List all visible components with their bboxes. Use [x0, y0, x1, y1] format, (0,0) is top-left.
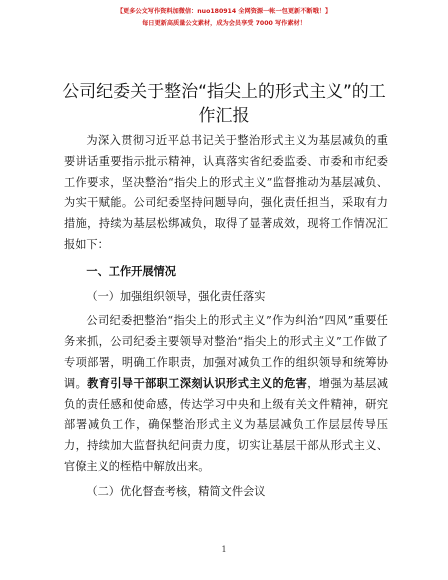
- promo-banner: [0, 6, 448, 30]
- title-line-2: 作汇报: [198, 106, 250, 126]
- promo-line-1: 【更多公文写作资料加微信：nuo180914 全网资源一帐一包更新不断哦！】: [116, 8, 332, 15]
- subsection-1-paragraph: [64, 311, 388, 477]
- section-heading-1: 一、工作开展情况: [86, 264, 176, 278]
- page-number: 1: [221, 545, 227, 554]
- document-title: [40, 80, 408, 128]
- intro-paragraph: 为深入贯彻习近平总书记关于整治形式主义为基层减负的重要讲话重要指示批示精神，认真落实省纪委监委、市委和市纪委工作要求，坚决整治“指尖上的形式主义”监督推动为基层减负、为实干赋能。公司纪委坚持问题导向，强化责任担当，采取有力措施，持续为基层松绑减负，取得了显著成效，现将工作情况汇报如下：: [64, 134, 388, 251]
- subsection-heading-2: （二）优化督查考核，精简文件会议: [86, 484, 266, 498]
- title-line-1: 公司纪委关于整治“指尖上的形式主义”的工: [62, 82, 386, 102]
- subsection-1-text-a: 公司纪委把整治“指尖上的形式主义”作为纠治“四风”重要任务来抓，公司纪委主要领导对整治“指尖上的形式主义”工作做了专项部署，明确工作职责，加强对减负工作的组织领导和统筹协调。: [64, 314, 388, 390]
- promo-line-2: 每日更新高质量公文素材，成为会员享受 7000 写作素材！: [142, 20, 306, 27]
- document-body: [64, 131, 388, 507]
- subsection-heading-1: （一）加强组织领导，强化责任落实: [86, 289, 266, 303]
- subsection-1-text-b: ，增强为基层减负的责任感和使命感，传达学习中央和上级有关文件精神，研究部署减负工作，确保整治形式主义为基层减负工作层层传导压力，持续加大监督执纪问责力度，切实让基层干部从形式主义、官僚主义的桎梏中解放出来。: [64, 376, 388, 473]
- subsection-1-bold-text: 教育引导干部职工深刻认识形式主义的危害: [87, 376, 308, 390]
